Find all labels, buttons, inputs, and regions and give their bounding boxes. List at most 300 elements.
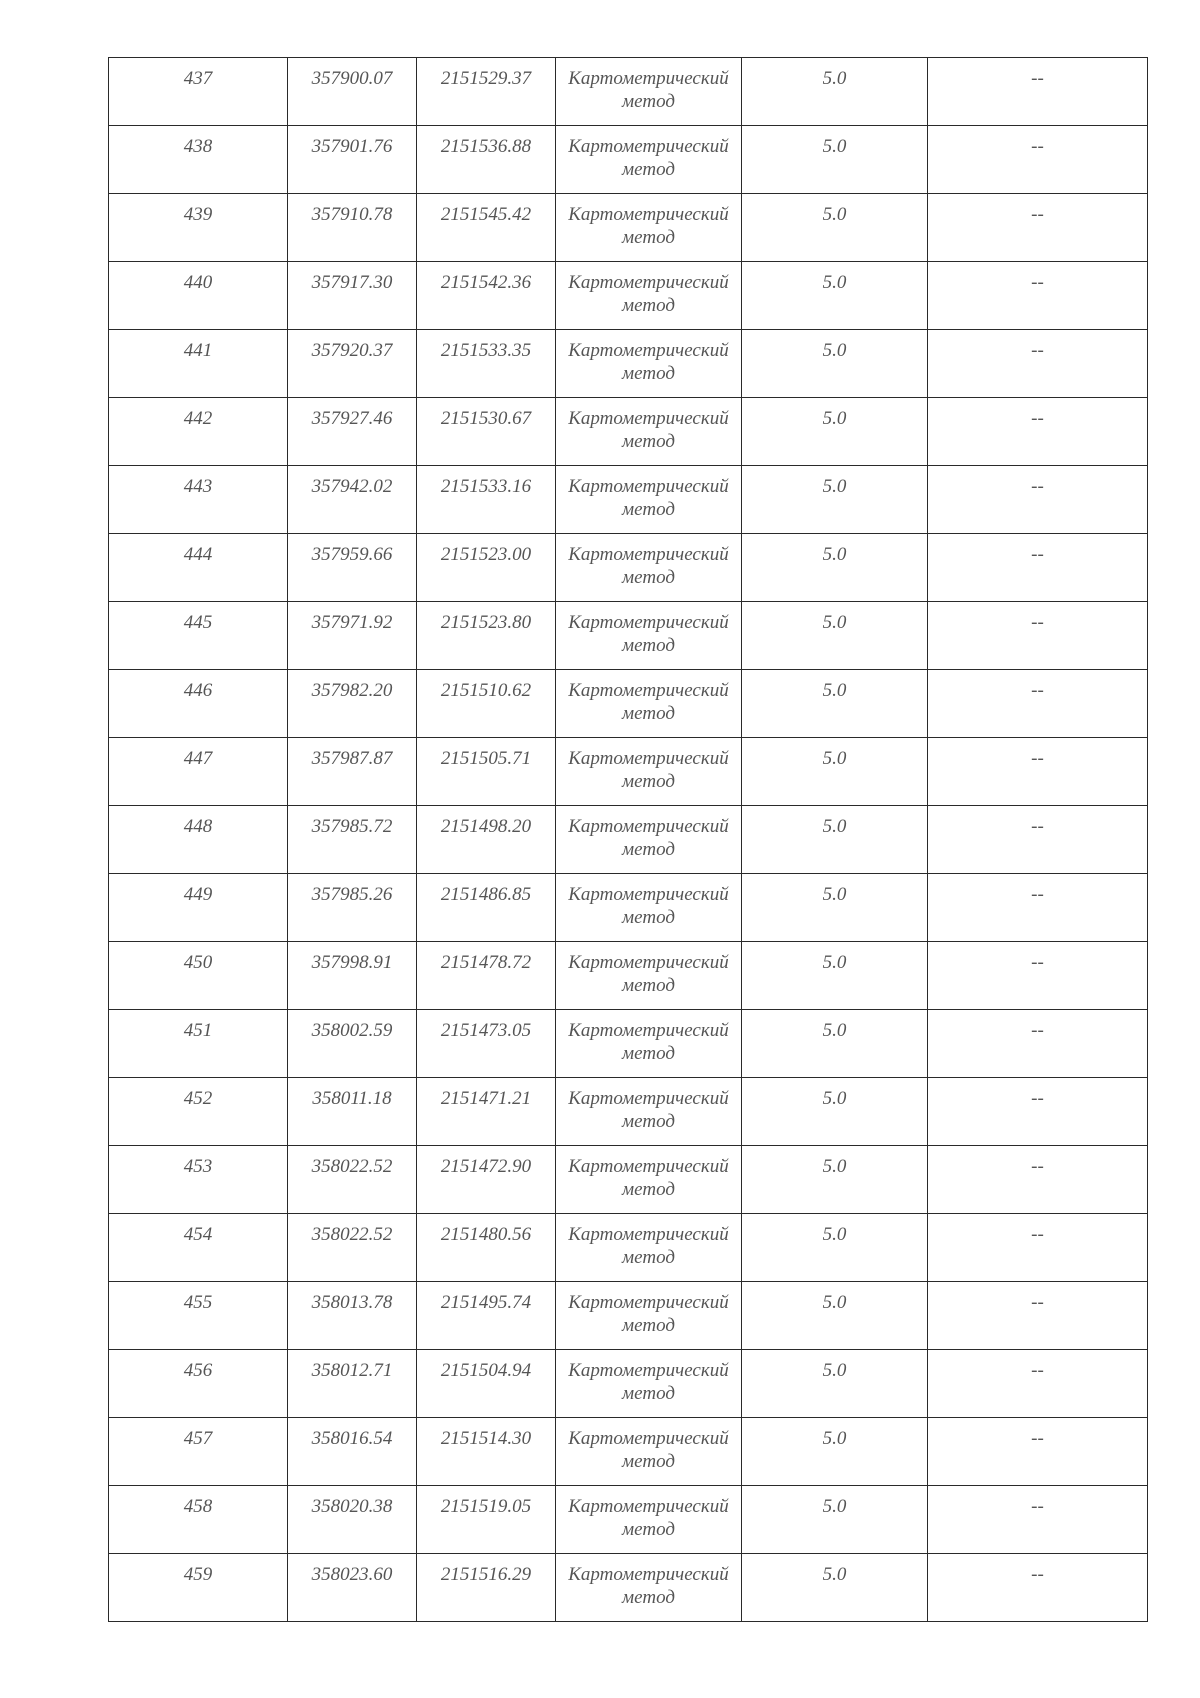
accuracy-cell xyxy=(742,602,928,670)
point-number-text: 457 xyxy=(183,1428,213,1449)
method-cell xyxy=(556,1146,742,1214)
y-coordinate-cell xyxy=(417,1010,556,1078)
x-coordinate-text: 357985.72 xyxy=(311,816,393,837)
table-row xyxy=(109,670,1148,738)
accuracy-text: 5.0 xyxy=(822,340,847,361)
y-coordinate-cell xyxy=(417,534,556,602)
accuracy-text: 5.0 xyxy=(822,204,847,225)
accuracy-cell xyxy=(742,466,928,534)
point-number-text: 447 xyxy=(183,748,213,769)
table-row xyxy=(109,1350,1148,1418)
method-text: Картометрический метод xyxy=(568,1292,729,1336)
y-coordinate-cell xyxy=(417,1554,556,1622)
table-row xyxy=(109,1078,1148,1146)
x-coordinate-cell xyxy=(288,330,417,398)
x-coordinate-cell xyxy=(288,194,417,262)
accuracy-cell xyxy=(742,1486,928,1554)
accuracy-cell xyxy=(742,738,928,806)
accuracy-text: 5.0 xyxy=(822,1564,847,1585)
note-text: -- xyxy=(1031,1428,1044,1449)
x-coordinate-cell xyxy=(288,466,417,534)
y-coordinate-cell xyxy=(417,738,556,806)
point-number-cell xyxy=(109,1486,288,1554)
table-body xyxy=(109,58,1148,1622)
y-coordinate-cell xyxy=(417,58,556,126)
x-coordinate-text: 357971.92 xyxy=(311,612,393,633)
x-coordinate-text: 357998.91 xyxy=(311,952,393,973)
y-coordinate-text: 2151519.05 xyxy=(440,1496,532,1517)
method-cell xyxy=(556,1282,742,1350)
y-coordinate-text: 2151510.62 xyxy=(440,680,532,701)
note-cell xyxy=(928,398,1148,466)
x-coordinate-text: 357959.66 xyxy=(311,544,393,565)
accuracy-cell xyxy=(742,874,928,942)
point-number-cell xyxy=(109,1282,288,1350)
x-coordinate-text: 357920.37 xyxy=(311,340,393,361)
note-cell xyxy=(928,1486,1148,1554)
method-cell xyxy=(556,806,742,874)
point-number-cell xyxy=(109,398,288,466)
x-coordinate-cell xyxy=(288,738,417,806)
accuracy-text: 5.0 xyxy=(822,1020,847,1041)
point-number-cell xyxy=(109,874,288,942)
table-row xyxy=(109,806,1148,874)
x-coordinate-text: 358011.18 xyxy=(312,1088,392,1109)
table-row xyxy=(109,942,1148,1010)
accuracy-cell xyxy=(742,126,928,194)
table-row xyxy=(109,58,1148,126)
point-number-cell xyxy=(109,534,288,602)
method-cell xyxy=(556,126,742,194)
note-cell xyxy=(928,1554,1148,1622)
point-number-cell xyxy=(109,194,288,262)
accuracy-text: 5.0 xyxy=(822,476,847,497)
table-row xyxy=(109,738,1148,806)
y-coordinate-cell xyxy=(417,398,556,466)
y-coordinate-cell xyxy=(417,194,556,262)
method-text: Картометрический метод xyxy=(568,1360,729,1404)
point-number-text: 451 xyxy=(183,1020,213,1041)
x-coordinate-text: 358016.54 xyxy=(311,1428,393,1449)
note-cell xyxy=(928,1282,1148,1350)
y-coordinate-text: 2151514.30 xyxy=(440,1428,532,1449)
x-coordinate-text: 358023.60 xyxy=(311,1564,393,1585)
point-number-cell xyxy=(109,1010,288,1078)
point-number-cell xyxy=(109,262,288,330)
table-row xyxy=(109,602,1148,670)
point-number-cell xyxy=(109,1418,288,1486)
accuracy-cell xyxy=(742,398,928,466)
point-number-cell xyxy=(109,1554,288,1622)
method-text: Картометрический метод xyxy=(568,748,729,792)
note-text: -- xyxy=(1031,1224,1044,1245)
x-coordinate-text: 358012.71 xyxy=(311,1360,393,1381)
accuracy-cell xyxy=(742,1078,928,1146)
point-number-cell xyxy=(109,1214,288,1282)
point-number-cell xyxy=(109,806,288,874)
x-coordinate-cell xyxy=(288,1486,417,1554)
accuracy-cell xyxy=(742,58,928,126)
x-coordinate-text: 357927.46 xyxy=(311,408,393,429)
method-cell xyxy=(556,58,742,126)
method-text: Картометрический метод xyxy=(568,544,729,588)
table-row xyxy=(109,398,1148,466)
note-text: -- xyxy=(1031,884,1044,905)
y-coordinate-text: 2151516.29 xyxy=(440,1564,532,1585)
method-cell xyxy=(556,670,742,738)
y-coordinate-cell xyxy=(417,806,556,874)
x-coordinate-text: 357985.26 xyxy=(311,884,393,905)
note-cell xyxy=(928,670,1148,738)
point-number-text: 459 xyxy=(183,1564,213,1585)
method-text: Картометрический метод xyxy=(568,1496,729,1540)
method-cell xyxy=(556,466,742,534)
table-row xyxy=(109,534,1148,602)
method-cell xyxy=(556,874,742,942)
point-number-cell xyxy=(109,1078,288,1146)
note-cell xyxy=(928,330,1148,398)
accuracy-text: 5.0 xyxy=(822,136,847,157)
note-text: -- xyxy=(1031,136,1044,157)
accuracy-text: 5.0 xyxy=(822,408,847,429)
x-coordinate-text: 357900.07 xyxy=(311,68,393,89)
y-coordinate-cell xyxy=(417,942,556,1010)
method-text: Картометрический метод xyxy=(568,1564,729,1608)
y-coordinate-text: 2151472.90 xyxy=(440,1156,532,1177)
y-coordinate-cell xyxy=(417,1214,556,1282)
point-number-text: 453 xyxy=(183,1156,213,1177)
point-number-cell xyxy=(109,466,288,534)
point-number-cell xyxy=(109,602,288,670)
point-number-cell xyxy=(109,58,288,126)
x-coordinate-cell xyxy=(288,534,417,602)
accuracy-cell xyxy=(742,534,928,602)
accuracy-text: 5.0 xyxy=(822,1360,847,1381)
table-row xyxy=(109,194,1148,262)
table-row xyxy=(109,1282,1148,1350)
method-text: Картометрический метод xyxy=(568,612,729,656)
y-coordinate-text: 2151529.37 xyxy=(440,68,532,89)
note-cell xyxy=(928,1214,1148,1282)
accuracy-text: 5.0 xyxy=(822,68,847,89)
method-text: Картометрический метод xyxy=(568,816,729,860)
y-coordinate-text: 2151523.00 xyxy=(440,544,532,565)
table-row xyxy=(109,1554,1148,1622)
note-text: -- xyxy=(1031,612,1044,633)
accuracy-cell xyxy=(742,330,928,398)
method-cell xyxy=(556,262,742,330)
accuracy-cell xyxy=(742,1282,928,1350)
point-number-cell xyxy=(109,942,288,1010)
accuracy-text: 5.0 xyxy=(822,1292,847,1313)
method-cell xyxy=(556,1486,742,1554)
point-number-text: 442 xyxy=(183,408,213,429)
method-cell xyxy=(556,534,742,602)
note-text: -- xyxy=(1031,544,1044,565)
x-coordinate-cell xyxy=(288,1418,417,1486)
method-text: Картометрический метод xyxy=(568,1020,729,1064)
note-cell xyxy=(928,806,1148,874)
note-text: -- xyxy=(1031,272,1044,293)
point-number-cell xyxy=(109,126,288,194)
note-text: -- xyxy=(1031,68,1044,89)
x-coordinate-cell xyxy=(288,1010,417,1078)
y-coordinate-text: 2151545.42 xyxy=(440,204,532,225)
accuracy-cell xyxy=(742,1554,928,1622)
x-coordinate-text: 357901.76 xyxy=(311,136,393,157)
point-number-text: 440 xyxy=(183,272,213,293)
y-coordinate-cell xyxy=(417,874,556,942)
table-row xyxy=(109,1418,1148,1486)
table-row xyxy=(109,466,1148,534)
method-text: Картометрический метод xyxy=(568,204,729,248)
x-coordinate-cell xyxy=(288,58,417,126)
point-number-cell xyxy=(109,670,288,738)
x-coordinate-text: 357917.30 xyxy=(311,272,393,293)
x-coordinate-cell xyxy=(288,1146,417,1214)
method-text: Картометрический метод xyxy=(568,1088,729,1132)
y-coordinate-cell xyxy=(417,330,556,398)
table-row xyxy=(109,1010,1148,1078)
accuracy-text: 5.0 xyxy=(822,1496,847,1517)
x-coordinate-cell xyxy=(288,874,417,942)
accuracy-cell xyxy=(742,194,928,262)
note-cell xyxy=(928,874,1148,942)
point-number-text: 456 xyxy=(183,1360,213,1381)
note-cell xyxy=(928,58,1148,126)
y-coordinate-text: 2151478.72 xyxy=(440,952,532,973)
accuracy-cell xyxy=(742,262,928,330)
method-text: Картометрический метод xyxy=(568,1156,729,1200)
note-cell xyxy=(928,1010,1148,1078)
point-number-text: 455 xyxy=(183,1292,213,1313)
accuracy-cell xyxy=(742,1350,928,1418)
method-cell xyxy=(556,942,742,1010)
point-number-cell xyxy=(109,1350,288,1418)
note-text: -- xyxy=(1031,1156,1044,1177)
x-coordinate-cell xyxy=(288,806,417,874)
note-text: -- xyxy=(1031,408,1044,429)
method-text: Картометрический метод xyxy=(568,952,729,996)
x-coordinate-text: 357910.78 xyxy=(311,204,393,225)
y-coordinate-text: 2151473.05 xyxy=(440,1020,532,1041)
point-number-text: 452 xyxy=(183,1088,213,1109)
accuracy-text: 5.0 xyxy=(822,680,847,701)
note-cell xyxy=(928,194,1148,262)
accuracy-text: 5.0 xyxy=(822,1156,847,1177)
accuracy-text: 5.0 xyxy=(822,1428,847,1449)
note-cell xyxy=(928,602,1148,670)
x-coordinate-cell xyxy=(288,602,417,670)
point-number-text: 441 xyxy=(183,340,213,361)
point-number-text: 437 xyxy=(183,68,213,89)
note-cell xyxy=(928,942,1148,1010)
point-number-cell xyxy=(109,330,288,398)
y-coordinate-cell xyxy=(417,1146,556,1214)
coordinates-table xyxy=(108,57,1148,1622)
y-coordinate-text: 2151498.20 xyxy=(440,816,532,837)
point-number-text: 445 xyxy=(183,612,213,633)
table-row xyxy=(109,1214,1148,1282)
accuracy-text: 5.0 xyxy=(822,272,847,293)
table-row xyxy=(109,1146,1148,1214)
y-coordinate-cell xyxy=(417,670,556,738)
note-text: -- xyxy=(1031,1292,1044,1313)
y-coordinate-text: 2151523.80 xyxy=(440,612,532,633)
y-coordinate-cell xyxy=(417,1486,556,1554)
method-cell xyxy=(556,194,742,262)
y-coordinate-cell xyxy=(417,1418,556,1486)
accuracy-cell xyxy=(742,942,928,1010)
point-number-text: 458 xyxy=(183,1496,213,1517)
x-coordinate-text: 357987.87 xyxy=(311,748,393,769)
y-coordinate-text: 2151533.16 xyxy=(440,476,532,497)
y-coordinate-text: 2151480.56 xyxy=(440,1224,532,1245)
method-text: Картометрический метод xyxy=(568,680,729,724)
method-cell xyxy=(556,1010,742,1078)
y-coordinate-cell xyxy=(417,602,556,670)
note-cell xyxy=(928,534,1148,602)
accuracy-text: 5.0 xyxy=(822,748,847,769)
note-text: -- xyxy=(1031,748,1044,769)
accuracy-text: 5.0 xyxy=(822,612,847,633)
y-coordinate-text: 2151533.35 xyxy=(440,340,532,361)
note-text: -- xyxy=(1031,1564,1044,1585)
accuracy-text: 5.0 xyxy=(822,884,847,905)
table-row xyxy=(109,1486,1148,1554)
y-coordinate-text: 2151471.21 xyxy=(440,1088,532,1109)
note-text: -- xyxy=(1031,340,1044,361)
x-coordinate-cell xyxy=(288,670,417,738)
method-text: Картометрический метод xyxy=(568,68,729,112)
y-coordinate-text: 2151542.36 xyxy=(440,272,532,293)
note-text: -- xyxy=(1031,476,1044,497)
method-cell xyxy=(556,1350,742,1418)
method-cell xyxy=(556,738,742,806)
y-coordinate-cell xyxy=(417,1350,556,1418)
point-number-text: 446 xyxy=(183,680,213,701)
method-cell xyxy=(556,1418,742,1486)
x-coordinate-text: 358013.78 xyxy=(311,1292,393,1313)
x-coordinate-text: 358002.59 xyxy=(311,1020,393,1041)
table-row xyxy=(109,330,1148,398)
method-cell xyxy=(556,398,742,466)
y-coordinate-text: 2151486.85 xyxy=(440,884,532,905)
x-coordinate-cell xyxy=(288,1078,417,1146)
x-coordinate-cell xyxy=(288,398,417,466)
point-number-text: 449 xyxy=(183,884,213,905)
x-coordinate-cell xyxy=(288,1214,417,1282)
accuracy-text: 5.0 xyxy=(822,952,847,973)
point-number-text: 439 xyxy=(183,204,213,225)
point-number-text: 438 xyxy=(183,136,213,157)
note-text: -- xyxy=(1031,1496,1044,1517)
note-text: -- xyxy=(1031,1088,1044,1109)
point-number-text: 443 xyxy=(183,476,213,497)
method-cell xyxy=(556,1554,742,1622)
note-cell xyxy=(928,738,1148,806)
point-number-text: 448 xyxy=(183,816,213,837)
note-text: -- xyxy=(1031,204,1044,225)
note-cell xyxy=(928,1418,1148,1486)
accuracy-cell xyxy=(742,806,928,874)
y-coordinate-cell xyxy=(417,262,556,330)
note-cell xyxy=(928,1350,1148,1418)
point-number-cell xyxy=(109,1146,288,1214)
x-coordinate-cell xyxy=(288,1350,417,1418)
method-text: Картометрический метод xyxy=(568,272,729,316)
method-text: Картометрический метод xyxy=(568,476,729,520)
y-coordinate-text: 2151505.71 xyxy=(440,748,532,769)
x-coordinate-cell xyxy=(288,1554,417,1622)
y-coordinate-text: 2151504.94 xyxy=(440,1360,532,1381)
table-row xyxy=(109,262,1148,330)
accuracy-cell xyxy=(742,1214,928,1282)
accuracy-cell xyxy=(742,1010,928,1078)
y-coordinate-cell xyxy=(417,126,556,194)
x-coordinate-text: 358020.38 xyxy=(311,1496,393,1517)
y-coordinate-text: 2151495.74 xyxy=(440,1292,532,1313)
note-text: -- xyxy=(1031,1020,1044,1041)
x-coordinate-text: 357942.02 xyxy=(311,476,393,497)
method-text: Картометрический метод xyxy=(568,136,729,180)
x-coordinate-cell xyxy=(288,942,417,1010)
y-coordinate-text: 2151536.88 xyxy=(440,136,532,157)
accuracy-cell xyxy=(742,1146,928,1214)
table-row xyxy=(109,874,1148,942)
x-coordinate-cell xyxy=(288,262,417,330)
method-text: Картометрический метод xyxy=(568,1428,729,1472)
accuracy-cell xyxy=(742,670,928,738)
y-coordinate-cell xyxy=(417,1078,556,1146)
table-row xyxy=(109,126,1148,194)
accuracy-cell xyxy=(742,1418,928,1486)
accuracy-text: 5.0 xyxy=(822,544,847,565)
method-text: Картометрический метод xyxy=(568,408,729,452)
accuracy-text: 5.0 xyxy=(822,816,847,837)
x-coordinate-text: 358022.52 xyxy=(311,1224,393,1245)
note-cell xyxy=(928,262,1148,330)
point-number-cell xyxy=(109,738,288,806)
method-cell xyxy=(556,1214,742,1282)
note-cell xyxy=(928,126,1148,194)
method-cell xyxy=(556,602,742,670)
note-text: -- xyxy=(1031,952,1044,973)
x-coordinate-text: 358022.52 xyxy=(311,1156,393,1177)
point-number-text: 444 xyxy=(183,544,213,565)
accuracy-text: 5.0 xyxy=(822,1224,847,1245)
method-text: Картометрический метод xyxy=(568,884,729,928)
method-cell xyxy=(556,330,742,398)
note-cell xyxy=(928,466,1148,534)
point-number-text: 454 xyxy=(183,1224,213,1245)
note-cell xyxy=(928,1078,1148,1146)
note-text: -- xyxy=(1031,1360,1044,1381)
accuracy-text: 5.0 xyxy=(822,1088,847,1109)
note-cell xyxy=(928,1146,1148,1214)
y-coordinate-text: 2151530.67 xyxy=(440,408,532,429)
y-coordinate-cell xyxy=(417,1282,556,1350)
note-text: -- xyxy=(1031,680,1044,701)
x-coordinate-cell xyxy=(288,1282,417,1350)
x-coordinate-text: 357982.20 xyxy=(311,680,393,701)
note-text: -- xyxy=(1031,816,1044,837)
method-text: Картометрический метод xyxy=(568,1224,729,1268)
x-coordinate-cell xyxy=(288,126,417,194)
method-text: Картометрический метод xyxy=(568,340,729,384)
y-coordinate-cell xyxy=(417,466,556,534)
point-number-text: 450 xyxy=(183,952,213,973)
